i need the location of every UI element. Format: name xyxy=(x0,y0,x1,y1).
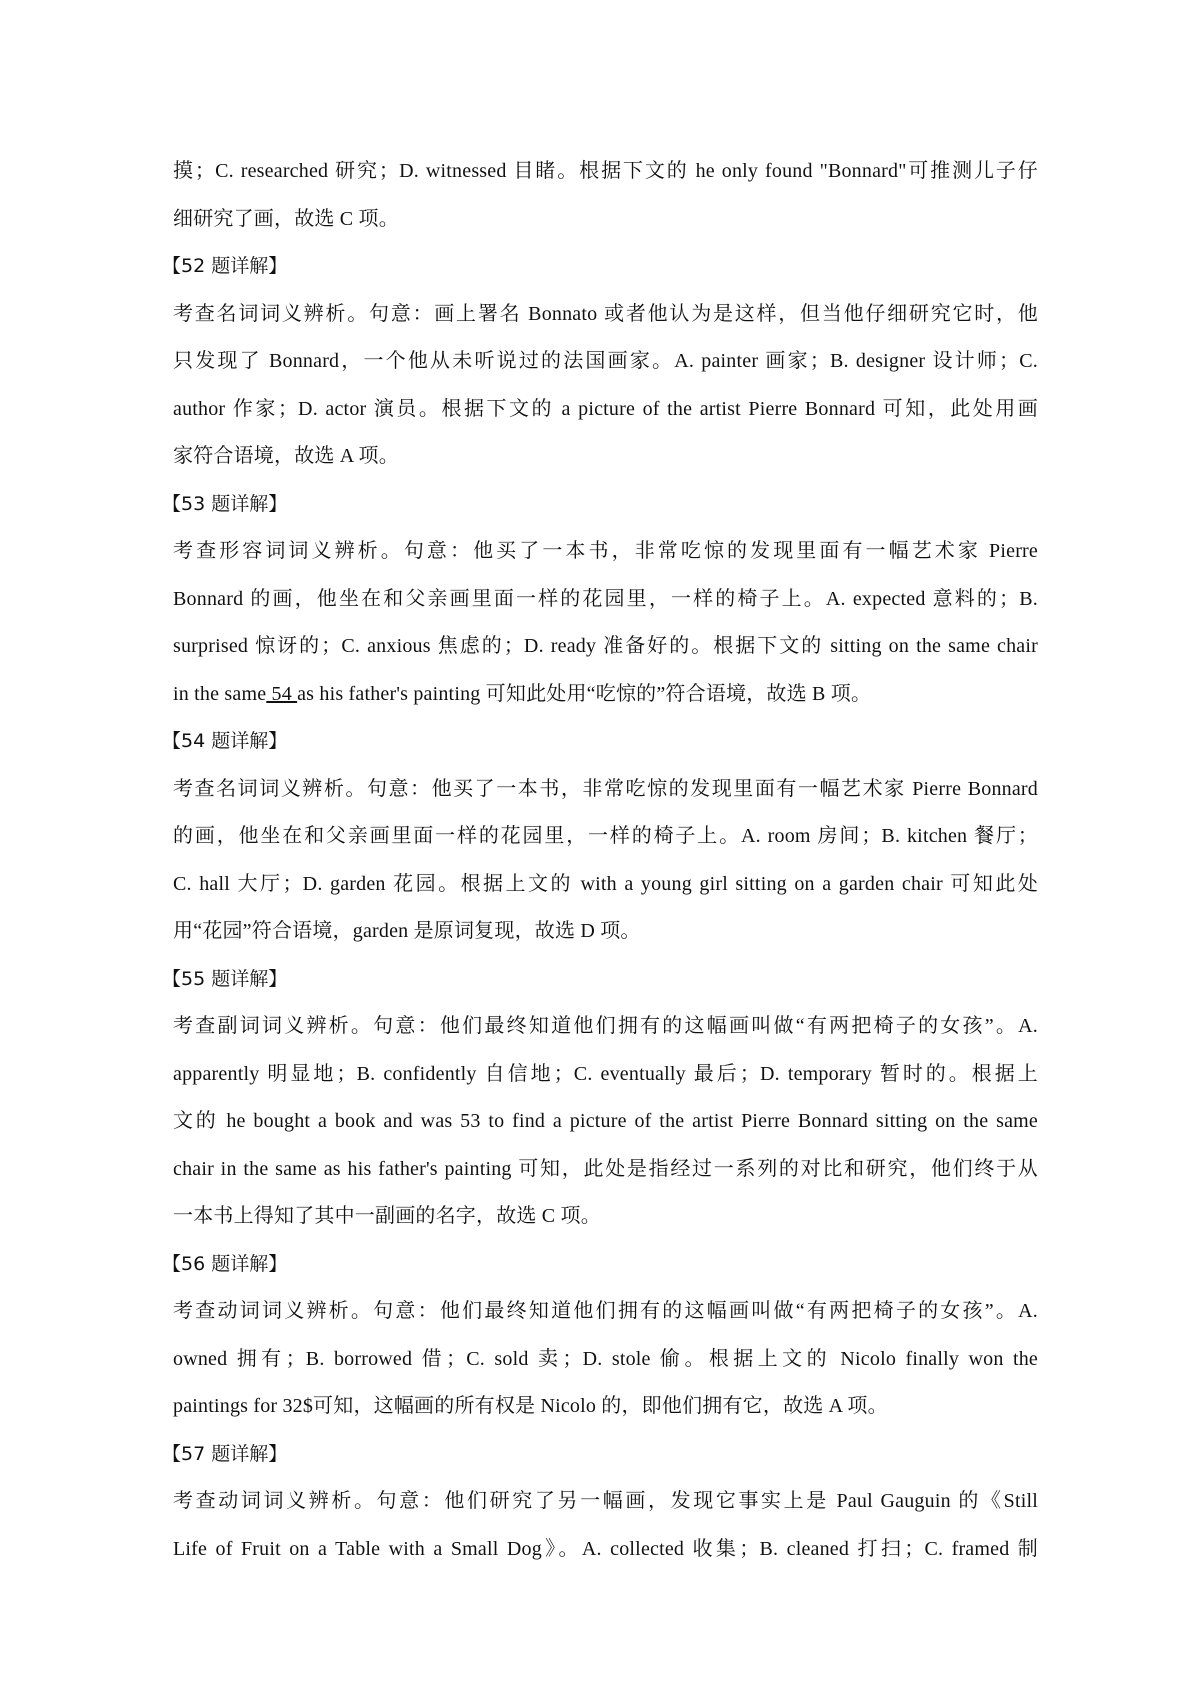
text-line: 家符合语境，故选 A 项。 xyxy=(173,445,399,467)
text-line: 的画，他坐在和父亲画里面一样的花园里，一样的椅子上。A. room 房间；B. kitchen 餐厅； xyxy=(173,825,1038,847)
blank-before-text: in the same xyxy=(173,682,267,705)
section-heading-56: 【56 题详解】 xyxy=(162,1252,288,1275)
text-line: surprised 惊讶的；C. anxious 焦虑的；D. ready 准备好的。根据下文的 sitting on the same chair xyxy=(173,635,1038,657)
text-line: 细研究了画，故选 C 项。 xyxy=(173,207,399,230)
text-line: author 作家；D. actor 演员。根据下文的 a picture of the artist Pierre Bonnard 可知，此处用画 xyxy=(173,397,1038,420)
text-line: 一本书上得知了其中一副画的名字，故选 C 项。 xyxy=(173,1205,601,1227)
text-line: chair in the same as his father's painting 可知，此处是指经过一系列的对比和研究，他们终于从 xyxy=(173,1157,1038,1180)
text-line: 考查副词词义辨析。句意：他们最终知道他们拥有的这幅画叫做“有两把椅子的女孩”。A. xyxy=(173,1015,1038,1037)
text-line: 考查形容词词义辨析。句意：他买了一本书，非常吃惊的发现里面有一幅艺术家 Pierre xyxy=(173,540,1038,562)
text-line: 只发现了 Bonnard，一个他从未听说过的法国画家。A. painter 画家；B. designer 设计师；C. xyxy=(173,350,1038,372)
text-line: 用“花园”符合语境，garden 是原词复现，故选 D 项。 xyxy=(173,920,641,942)
section-heading-52: 【52 题详解】 xyxy=(162,255,288,277)
section-heading-54: 【54 题详解】 xyxy=(162,730,288,752)
text-line: apparently 明显地；B. confidently 自信地；C. eventually 最后；D. temporary 暂时的。根据上 xyxy=(173,1062,1038,1085)
text-line: 摸；C. researched 研究；D. witnessed 目睹。根据下文的 he only found "Bonnard"可推测儿子仔 xyxy=(173,160,1038,182)
text-line: 考查名词词义辨析。句意：他买了一本书，非常吃惊的发现里面有一幅艺术家 Pierre Bonnard xyxy=(173,777,1038,800)
document-body xyxy=(162,148,1038,1573)
text-line: 考查名词词义辨析。句意：画上署名 Bonnato 或者他认为是这样，但当他仔细研究它时，他 xyxy=(173,302,1038,325)
text-line: owned 拥有；B. borrowed 借；C. sold 卖；D. stole 偷。根据上文的 Nicolo finally won the xyxy=(173,1347,1038,1370)
text-line: paintings for 32$可知，这幅画的所有权是 Nicolo 的，即他们拥有它，故选 A 项。 xyxy=(173,1395,888,1417)
text-line: 考查动词词义辨析。句意：他们最终知道他们拥有的这幅画叫做“有两把椅子的女孩”。A. xyxy=(173,1300,1038,1322)
text-line: 文的 he bought a book and was 53 to find a picture of the artist Pierre Bonnard sitting on the same xyxy=(173,1110,1038,1132)
section-heading-57: 【57 题详解】 xyxy=(162,1442,288,1465)
text-line-with-blank xyxy=(173,671,1038,719)
text-line: Life of Fruit on a Table with a Small Dog》。A. collected 收集；B. cleaned 打扫；C. framed 制 xyxy=(173,1537,1038,1560)
blank-after-text: as his father's painting 可知此处用“吃惊的”符合语境，故选 B 项。 xyxy=(297,682,872,705)
text-line: Bonnard 的画，他坐在和父亲画里面一样的花园里，一样的椅子上。A. expected 意料的；B. xyxy=(173,587,1038,610)
section-heading-53: 【53 题详解】 xyxy=(162,492,288,515)
text-line: C. hall 大厅；D. garden 花园。根据上文的 with a young girl sitting on a garden chair 可知此处 xyxy=(173,872,1038,895)
section-heading-55: 【55 题详解】 xyxy=(162,967,288,990)
answer-blank: 54 xyxy=(266,682,298,705)
text-line: 考查动词词义辨析。句意：他们研究了另一幅画，发现它事实上是 Paul Gauguin 的《Still xyxy=(173,1490,1038,1512)
